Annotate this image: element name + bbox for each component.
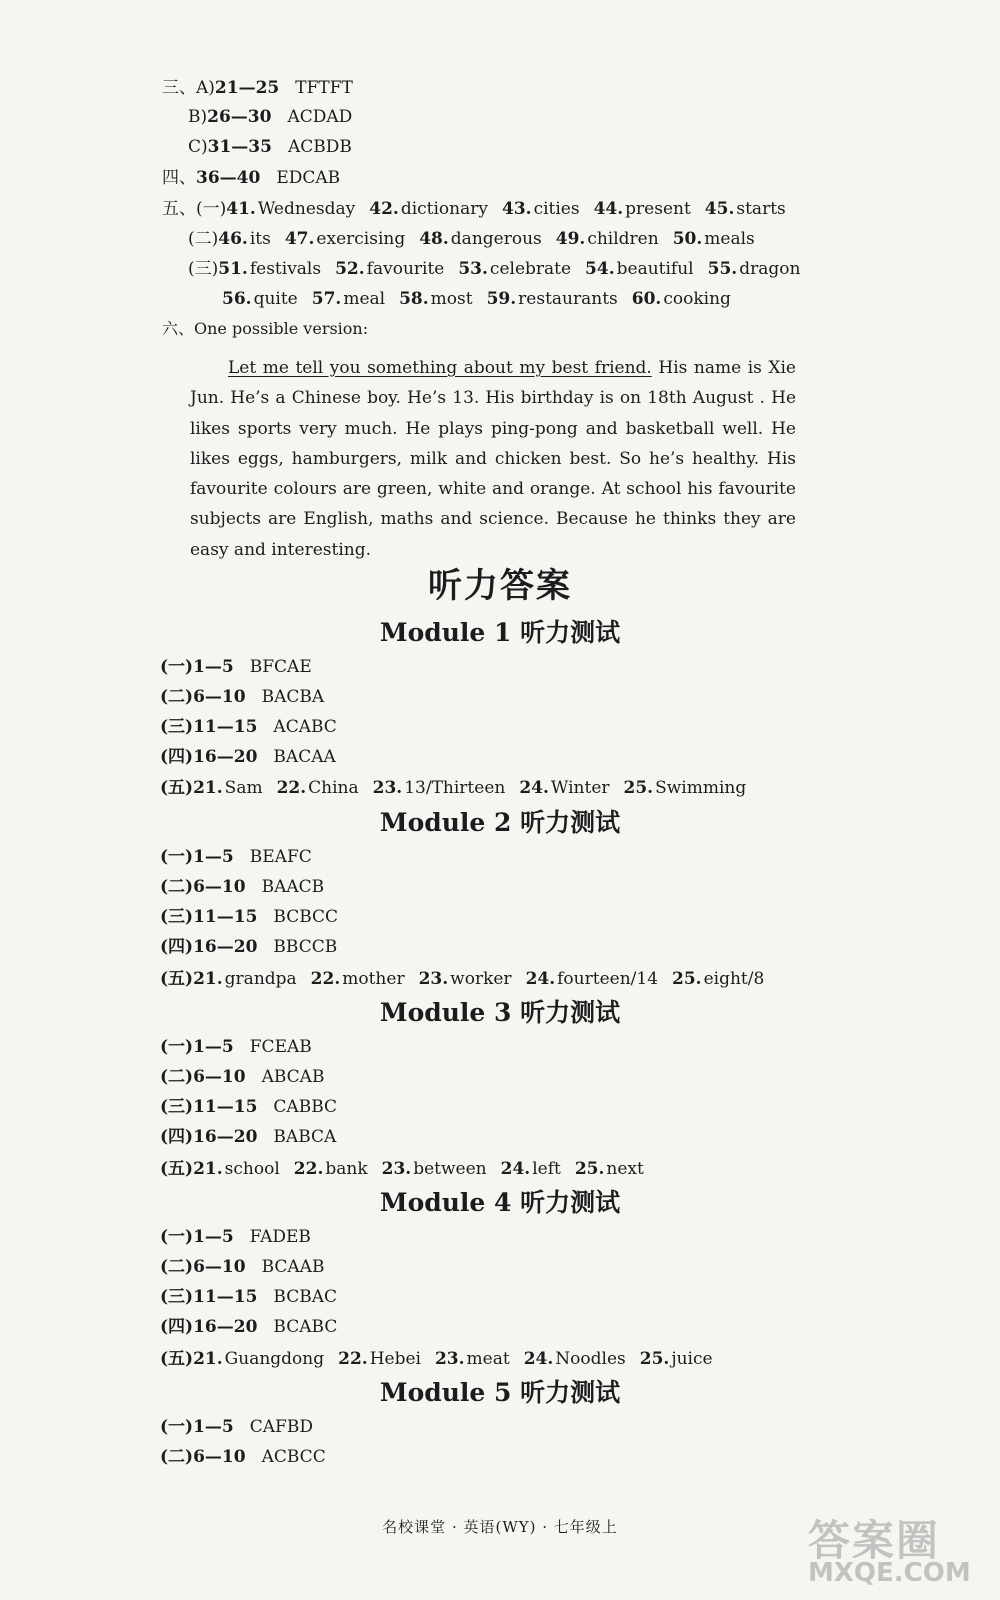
- module-4-row: (四)16—20 BCABC: [160, 1317, 338, 1337]
- module-3-row: (一)1—5 FCEAB: [160, 1037, 312, 1057]
- answer-item: 50. meals: [672, 229, 755, 249]
- listening-title: 听力答案: [428, 566, 572, 606]
- answer-item: 43. cities: [501, 199, 580, 219]
- answer-row-5-1: 五、(一)41. Wednesday 42. dictionary 43. cities 44. present 45. starts: [162, 199, 786, 219]
- module-4-row: (二)6—10 BCAAB: [160, 1257, 325, 1277]
- answer-item: 60. cooking: [631, 289, 731, 309]
- essay-body: His name is Xie Jun. He’s a Chinese boy. He’s 13. His birthday is on 18th August . He likes sports very much. He plays ping-pong and basketball well. He likes eggs, hamburgers, milk and chicken best. So he’s healthy. His favourite colours are green, white and orange. At school his favourite subjects are English, maths and science. Because he thinks they are easy and interesting.: [190, 358, 796, 560]
- module-2-row: (三)11—15 BCBCC: [160, 907, 339, 927]
- module-5-title: Module 5 听力测试: [379, 1378, 621, 1407]
- answer-row-3a: 三、A)21—25 TFTFT: [162, 78, 353, 98]
- answer-item: 59. restaurants: [486, 289, 618, 309]
- module-2-row: (二)6—10 BAACB: [160, 877, 325, 897]
- answer-item: 48. dangerous: [419, 229, 542, 249]
- watermark-top: 答案圈: [808, 1516, 941, 1565]
- answer-item: 54. beautiful: [585, 259, 694, 279]
- module-3-row-5: (五)21. school 22. bank 23. between 24. left 25. next: [160, 1159, 644, 1179]
- answer-row-3b: B)26—30 ACDAD: [188, 107, 353, 127]
- module-5-row: (一)1—5 CAFBD: [160, 1417, 313, 1437]
- answer-item: 47. exercising: [284, 229, 406, 249]
- module-1-row-5: (五)21. Sam 22. China 23. 13/Thirteen 24. Winter 25. Swimming: [160, 778, 747, 798]
- essay-text: [190, 353, 796, 565]
- module-3-row: (四)16—20 BABCA: [160, 1127, 337, 1147]
- answer-item: 46. its: [218, 229, 271, 249]
- module-2-row-5: (五)21. grandpa 22. mother 23. worker 24. fourteen/14 25. eight/8: [160, 969, 765, 989]
- module-1-title: Module 1 听力测试: [379, 618, 621, 647]
- module-3-row: (二)6—10 ABCAB: [160, 1067, 325, 1087]
- module-1-row: (四)16—20 BACAA: [160, 747, 336, 767]
- module-1-row: (一)1—5 BFCAE: [160, 657, 312, 677]
- answer-item: 44. present: [593, 199, 691, 219]
- answer-row-5-3: (三)51. festivals 52. favourite 53. celebrate 54. beautiful 55. dragon: [188, 259, 801, 279]
- module-1-row: (三)11—15 ACABC: [160, 717, 337, 737]
- module-2-row: (一)1—5 BEAFC: [160, 847, 312, 867]
- watermark-logo: [808, 1508, 998, 1598]
- module-4-title: Module 4 听力测试: [379, 1188, 621, 1217]
- module-2-title: Module 2 听力测试: [379, 808, 621, 837]
- answer-item: 53. celebrate: [458, 259, 572, 279]
- module-3-title: Module 3 听力测试: [379, 998, 621, 1027]
- page-footer: 名校课堂 · 英语(WY) · 七年级上: [382, 1518, 618, 1536]
- answer-item: 51. festivals: [218, 259, 322, 279]
- answer-item: 45. starts: [704, 199, 786, 219]
- module-3-row: (三)11—15 CABBC: [160, 1097, 338, 1117]
- module-1-row: (二)6—10 BACBA: [160, 687, 325, 707]
- watermark-bottom: MXQE.COM: [808, 1558, 971, 1588]
- answer-item: 56. quite: [222, 289, 298, 309]
- answer-item: 41. Wednesday: [226, 199, 356, 219]
- answer-row-3c: C)31—35 ACBDB: [188, 137, 352, 157]
- answer-row-4: 四、36—40 EDCAB: [162, 168, 341, 188]
- module-4-row: (三)11—15 BCBAC: [160, 1287, 338, 1307]
- answer-item: 55. dragon: [707, 259, 801, 279]
- essay-heading: 六、One possible version:: [162, 319, 369, 338]
- module-2-row: (四)16—20 BBCCB: [160, 937, 338, 957]
- module-4-row: (一)1—5 FADEB: [160, 1227, 311, 1247]
- answer-item: 52. favourite: [335, 259, 445, 279]
- answer-item: 58. most: [399, 289, 473, 309]
- answer-row-5-3b: [222, 288, 745, 310]
- module-5-row: (二)6—10 ACBCC: [160, 1447, 326, 1467]
- answer-row-5-2: (二)46. its 47. exercising 48. dangerous 49. children 50. meals: [188, 229, 755, 249]
- essay-underlined: Let me tell you something about my best friend.: [228, 358, 652, 378]
- answer-item: 49. children: [555, 229, 659, 249]
- module-4-row-5: (五)21. Guangdong 22. Hebei 23. meat 24. Noodles 25. juice: [160, 1349, 713, 1369]
- answer-item: 57. meal: [311, 289, 386, 309]
- answer-item: 42. dictionary: [369, 199, 488, 219]
